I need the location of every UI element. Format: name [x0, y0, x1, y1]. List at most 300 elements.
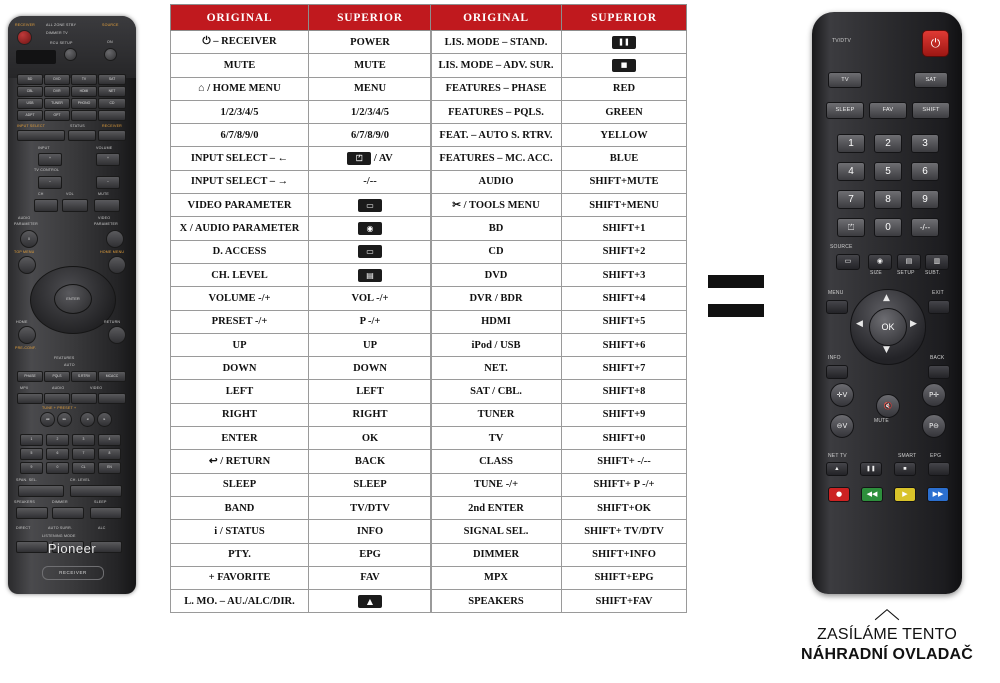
cell-original: BD	[431, 217, 562, 240]
cell-original: D. ACCESS	[171, 240, 309, 263]
top-menu-key[interactable]	[18, 256, 36, 274]
chevron-left-icon[interactable]: ◀	[856, 319, 863, 329]
cell-superior	[309, 590, 432, 613]
span-sel-key[interactable]	[18, 485, 64, 497]
feature-key-srtrv[interactable]: S.RTRV	[71, 371, 97, 382]
cell-superior: BACK	[309, 450, 432, 473]
source-key-tuner[interactable]: TUNER	[44, 98, 70, 109]
return-key[interactable]	[108, 326, 126, 344]
label-return: RETURN	[104, 320, 121, 324]
cell-superior: MUTE	[309, 54, 432, 77]
num-key-5[interactable]: 5	[20, 448, 43, 460]
cell-superior: SLEEP	[309, 473, 432, 496]
cell-original: 1/2/3/4/5	[171, 100, 309, 123]
table-row	[171, 287, 432, 310]
chevron-up-icon: ︿	[873, 595, 900, 625]
stop-icon: ■	[612, 59, 636, 72]
cell-superior	[309, 240, 432, 263]
code-table-left-wrap	[170, 4, 432, 613]
table-row	[431, 263, 687, 286]
num-key-0[interactable]: 0	[46, 462, 69, 474]
cell-superior: UP	[309, 333, 432, 356]
status-key[interactable]	[68, 130, 96, 141]
cell-original: FEATURES – MC. ACC.	[431, 147, 562, 170]
cell-original: SIGNAL SEL.	[431, 520, 562, 543]
table-row	[171, 310, 432, 333]
cell-original: DVD	[431, 263, 562, 286]
smart-label: SMART	[898, 453, 917, 459]
cell-original: FEATURES – PHASE	[431, 77, 562, 100]
cell-superior: SHIFT+EPG	[562, 566, 687, 589]
epg-label: EPG	[930, 453, 942, 459]
num-key-2[interactable]: 2	[46, 434, 69, 446]
fav-button[interactable]: FAV	[869, 102, 907, 119]
cell-original: TV	[431, 427, 562, 450]
tv-button[interactable]: TV	[828, 72, 862, 88]
input-up-key[interactable]: +	[38, 153, 62, 166]
cell-original: TUNER	[431, 403, 562, 426]
label-speakers: SPEAKERS	[14, 500, 35, 504]
caption-block	[780, 595, 994, 664]
caption-line-2: NÁHRADNÍ OVLADAČ	[800, 646, 974, 663]
info-label: INFO	[828, 355, 841, 361]
power-button[interactable]	[17, 30, 32, 45]
num-button-8[interactable]: 8	[874, 190, 902, 209]
cell-original: FEAT. – AUTO S. RTRV.	[431, 124, 562, 147]
play-icon[interactable]: ▶	[894, 487, 916, 502]
cell-superior: TV/DTV	[309, 496, 432, 519]
label-audio: AUDIO	[52, 386, 65, 390]
info-screen-icon: ◉	[358, 222, 382, 235]
cell-superior: SHIFT+3	[562, 263, 687, 286]
label-ch-level: CH. LEVEL	[70, 478, 91, 482]
source-key-usb[interactable]: USB	[17, 98, 43, 109]
label-volume: VOLUME	[96, 146, 113, 150]
net-tv-button[interactable]: ▲	[826, 462, 848, 476]
size-label: SIZE	[870, 270, 882, 276]
shift-button[interactable]: SHIFT	[912, 102, 950, 119]
table-row	[431, 124, 687, 147]
label-input: INPUT	[38, 146, 50, 150]
back-label: BACK	[930, 355, 945, 361]
cell-original: DVR / BDR	[431, 287, 562, 310]
cell-original: 6/7/8/9/0	[171, 124, 309, 147]
table-row	[171, 100, 432, 123]
label-video-parameter-2: PARAMETER	[94, 222, 118, 226]
menu-button[interactable]	[826, 300, 848, 314]
cell-superior: EPG	[309, 543, 432, 566]
brand-logo: Pioneer	[47, 541, 97, 556]
cell-original: X / AUDIO PARAMETER	[171, 217, 309, 240]
table-row	[171, 427, 432, 450]
table-row	[431, 310, 687, 333]
table-row	[171, 566, 432, 589]
cell-original: INPUT SELECT – →	[171, 170, 309, 193]
size-icon[interactable]: ◉	[868, 254, 892, 270]
volume-up-button[interactable]: ✛V	[830, 383, 854, 407]
cell-original: SAT / CBL.	[431, 380, 562, 403]
header-original: ORIGINAL	[431, 5, 562, 31]
num-button-0[interactable]: 0	[874, 218, 902, 237]
source-button[interactable]	[104, 48, 117, 61]
screen-icon: ▭	[358, 199, 382, 212]
cell-superior: YELLOW	[562, 124, 687, 147]
label-home-menu: HOME MENU	[100, 250, 125, 254]
rcu-setup-button[interactable]	[64, 48, 77, 61]
table-row	[171, 543, 432, 566]
header-superior: SUPERIOR	[309, 5, 432, 31]
cell-superior: SHIFT+6	[562, 333, 687, 356]
cell-superior: RIGHT	[309, 403, 432, 426]
num-button-6[interactable]: 6	[911, 162, 939, 181]
table-row	[431, 380, 687, 403]
code-table-left	[170, 4, 432, 613]
cell-original: LIS. MODE – ADV. SUR.	[431, 54, 562, 77]
num-key-6[interactable]: 6	[46, 448, 69, 460]
sleep-button[interactable]: SLEEP	[826, 102, 864, 119]
cell-original: ⌂ / HOME MENU	[171, 77, 309, 100]
ch-level-key[interactable]	[70, 485, 122, 497]
num-button-1[interactable]: 1	[837, 134, 865, 153]
table-row	[431, 217, 687, 240]
ok-button[interactable]: OK	[869, 308, 907, 346]
table-row	[431, 543, 687, 566]
source-key-option[interactable]: OPT	[44, 110, 70, 121]
power-icon[interactable]: ⏻	[922, 30, 949, 57]
table-row	[171, 147, 432, 170]
preset-minus[interactable]: ◂	[80, 412, 95, 427]
mpx-key[interactable]	[17, 393, 43, 404]
num-key-3[interactable]: 3	[72, 434, 95, 446]
cell-superior: P -/+	[309, 310, 432, 333]
chevron-up-icon[interactable]: ▲	[883, 293, 890, 303]
table-row	[431, 427, 687, 450]
cell-superior: SHIFT+ P -/+	[562, 473, 687, 496]
table-row	[171, 170, 432, 193]
cell-original: NET.	[431, 357, 562, 380]
cell-original: L. MO. – AU./ALC/DIR.	[171, 590, 309, 613]
cell-original: BAND	[171, 496, 309, 519]
table-row	[431, 147, 687, 170]
table-row	[171, 124, 432, 147]
cell-superior	[562, 31, 687, 54]
table-row	[431, 450, 687, 473]
pause-icon[interactable]: ❚❚	[860, 462, 882, 476]
preset-plus[interactable]: ▸	[97, 412, 112, 427]
tune-plus[interactable]: ▸▸	[57, 412, 72, 427]
cell-original: LEFT	[171, 380, 309, 403]
table-row	[431, 566, 687, 589]
cell-superior	[562, 54, 687, 77]
dimmer-key2[interactable]	[98, 393, 126, 404]
cell-original: ENTER	[171, 427, 309, 450]
table-row	[431, 31, 687, 54]
size-icon: ▭	[358, 245, 382, 258]
source-label: SOURCE	[830, 244, 853, 250]
cell-original: SLEEP	[171, 473, 309, 496]
code-table-right	[430, 4, 687, 613]
code-table-right-wrap	[430, 4, 687, 613]
source-key-dvr[interactable]: DVR	[44, 86, 70, 97]
smart-button[interactable]: ■	[894, 462, 916, 476]
num-key-7[interactable]: 7	[72, 448, 95, 460]
video-key[interactable]	[71, 393, 97, 404]
label-video-parameter: VIDEO	[98, 216, 111, 220]
cell-superior: SHIFT+5	[562, 310, 687, 333]
cell-original: MPX	[431, 566, 562, 589]
table-row	[171, 403, 432, 426]
num-key-enter[interactable]: EN	[98, 462, 121, 474]
exit-button[interactable]	[928, 300, 950, 314]
cell-original: RIGHT	[171, 403, 309, 426]
up-arrow-icon: ▲	[358, 595, 382, 608]
source-key-extra1[interactable]	[71, 110, 97, 121]
feature-key-phase[interactable]: PHASE	[17, 371, 43, 382]
table-row	[171, 54, 432, 77]
source-key-net[interactable]: NET	[98, 86, 126, 97]
label-input-select: INPUT SELECT	[17, 124, 46, 128]
table-row	[431, 473, 687, 496]
source-key-cbl[interactable]: CBL	[17, 86, 43, 97]
cell-original: SPEAKERS	[431, 590, 562, 613]
table-row	[171, 520, 432, 543]
cell-original: ⏻ – RECEIVER	[171, 31, 309, 54]
label-auto: AUTO	[64, 363, 75, 367]
label-rcu-setup: RCU SETUP	[50, 41, 73, 45]
label-audio-parameter-2: PARAMETER	[14, 222, 38, 226]
cell-original: MUTE	[171, 54, 309, 77]
input-down-key[interactable]: –	[38, 176, 62, 189]
cell-superior: 1/2/3/4/5	[309, 100, 432, 123]
cell-original: + FAVORITE	[171, 566, 309, 589]
vol-key[interactable]	[62, 199, 88, 212]
cell-original: FEATURES – PQLS.	[431, 100, 562, 123]
replacement-remote-superior	[812, 12, 962, 594]
mute-key[interactable]	[94, 199, 120, 212]
label-listening-mode: LISTENING MODE	[42, 534, 76, 538]
table-row	[431, 240, 687, 263]
table-row	[171, 450, 432, 473]
table-row	[171, 31, 432, 54]
table-row	[431, 590, 687, 613]
program-down-button[interactable]: P⊖	[922, 414, 946, 438]
table-body-left	[171, 31, 432, 613]
chevron-right-icon[interactable]: ▶	[910, 319, 917, 329]
num-key-8[interactable]: 8	[98, 448, 121, 460]
label-dimmer-tv: DIMMER TV	[46, 31, 68, 35]
cell-original: 2nd ENTER	[431, 496, 562, 519]
header-superior: SUPERIOR	[562, 5, 687, 31]
table-row	[171, 357, 432, 380]
ch-key[interactable]	[34, 199, 58, 212]
table-row	[431, 496, 687, 519]
table-row	[171, 194, 432, 217]
back-button[interactable]	[928, 365, 950, 379]
source-key-cd[interactable]: CD	[98, 98, 126, 109]
table-row	[171, 217, 432, 240]
num-key-1[interactable]: 1	[20, 434, 43, 446]
rewind-icon[interactable]: ◀◀	[861, 487, 883, 502]
num-button-9[interactable]: 9	[911, 190, 939, 209]
net-tv-label: NET TV	[828, 453, 847, 459]
dimmer-key[interactable]	[52, 507, 84, 519]
home-menu-key[interactable]	[108, 256, 126, 274]
cell-original: CD	[431, 240, 562, 263]
program-up-button[interactable]: P✛	[922, 383, 946, 407]
num-button-7[interactable]: 7	[837, 190, 865, 209]
table-header-row	[171, 5, 432, 31]
volume-down-button[interactable]: ⊖V	[830, 414, 854, 438]
subtitle-icon[interactable]: ▥	[925, 254, 949, 270]
cell-original: UP	[171, 333, 309, 356]
source-key-bd[interactable]: BD	[17, 74, 43, 85]
label-direct: DIRECT	[16, 526, 31, 530]
label-ch: CH	[38, 192, 44, 196]
screen-icon[interactable]: ▭	[836, 254, 860, 270]
table-row	[431, 194, 687, 217]
menu-label: MENU	[828, 290, 844, 296]
av-input-icon[interactable]: ⏍	[837, 218, 865, 237]
cell-superior: SHIFT+8	[562, 380, 687, 403]
table-row	[171, 380, 432, 403]
num-button-2[interactable]: 2	[874, 134, 902, 153]
cell-superior: SHIFT+OK	[562, 496, 687, 519]
label-home: HOME	[16, 320, 28, 324]
cell-original: ✂ / TOOLS MENU	[431, 194, 562, 217]
volume-up-key[interactable]: +	[96, 153, 120, 166]
cell-original: VOLUME -/+	[171, 287, 309, 310]
cell-original: AUDIO	[431, 170, 562, 193]
equals-bar-top	[708, 275, 764, 288]
label-span-sel: SPAN. SEL.	[16, 478, 38, 482]
cell-superior: OK	[309, 427, 432, 450]
equals-bar-bottom	[708, 304, 764, 317]
table-header-row	[431, 5, 687, 31]
cell-superior: BLUE	[562, 147, 687, 170]
table-row	[431, 520, 687, 543]
cell-original: VIDEO PARAMETER	[171, 194, 309, 217]
source-key-sat[interactable]: SAT	[98, 74, 126, 85]
video-parameter-key[interactable]	[106, 230, 124, 248]
cell-superior: 6/7/8/9/0	[309, 124, 432, 147]
num-button-3[interactable]: 3	[911, 134, 939, 153]
table-row	[431, 357, 687, 380]
receiver-key[interactable]	[98, 130, 126, 141]
cell-original: LIS. MODE – STAND.	[431, 31, 562, 54]
table-row	[171, 333, 432, 356]
num-key-4[interactable]: 4	[98, 434, 121, 446]
source-key-phono[interactable]: PHONO	[71, 98, 97, 109]
label-status: STATUS	[70, 124, 85, 128]
label-mute: MUTE	[98, 192, 109, 196]
sleep-key[interactable]	[90, 507, 122, 519]
num-key-9[interactable]: 9	[20, 462, 43, 474]
table-row	[171, 590, 432, 613]
table-row	[171, 496, 432, 519]
tune-minus[interactable]: ◂◂	[40, 412, 55, 427]
feature-key-pqls[interactable]: PQLS	[44, 371, 70, 382]
cell-superior: SHIFT+INFO	[562, 543, 687, 566]
volume-down-key[interactable]: –	[96, 176, 120, 189]
minus-slash-button[interactable]: -/--	[911, 218, 939, 237]
cell-superior: SHIFT+1	[562, 217, 687, 240]
chevron-down-icon[interactable]: ▼	[883, 345, 890, 355]
av-icon: ⏍	[347, 152, 371, 165]
source-key-hdmi[interactable]: HDMI	[71, 86, 97, 97]
source-key-adpt[interactable]: ADPT	[17, 110, 43, 121]
num-button-5[interactable]: 5	[874, 162, 902, 181]
table-row	[431, 54, 687, 77]
enter-button[interactable]: ENTER	[54, 284, 92, 314]
audio-parameter-key[interactable]: X	[20, 230, 38, 248]
label-dimmer2: DIMMER	[52, 500, 68, 504]
header-original: ORIGINAL	[171, 5, 309, 31]
num-key-class[interactable]: CL	[72, 462, 95, 474]
cell-superior: SHIFT+4	[562, 287, 687, 310]
table-row	[431, 170, 687, 193]
cell-original: DOWN	[171, 357, 309, 380]
original-remote-pioneer	[8, 16, 136, 594]
cell-superior: SHIFT+2	[562, 240, 687, 263]
epg-button[interactable]	[928, 462, 950, 476]
label-video: VIDEO	[90, 386, 103, 390]
exit-label: EXIT	[932, 290, 944, 296]
feature-key-mcacc[interactable]: MCACC	[98, 371, 126, 382]
cell-original: DIMMER	[431, 543, 562, 566]
cell-original: ↩ / RETURN	[171, 450, 309, 473]
table-row	[171, 77, 432, 100]
input-select-bar[interactable]	[17, 130, 65, 141]
home-key[interactable]	[18, 326, 36, 344]
cell-original: i / STATUS	[171, 520, 309, 543]
label-sleep: SLEEP	[94, 500, 107, 504]
display-window	[16, 50, 56, 64]
info-button[interactable]	[826, 365, 848, 379]
caption-line-1: ZASÍLÁME TENTO	[816, 626, 958, 643]
label-mpx: MPX	[20, 386, 29, 390]
cell-original: iPod / USB	[431, 333, 562, 356]
mute-label: MUTE	[874, 418, 889, 424]
cell-original: INPUT SELECT – ←	[171, 147, 309, 170]
cell-superior: INFO	[309, 520, 432, 543]
tv-dtv-label: TV/DTV	[832, 38, 851, 44]
record-icon[interactable]: ●	[828, 487, 850, 502]
mute-icon[interactable]: 🔇	[876, 394, 900, 418]
cell-superior: POWER	[309, 31, 432, 54]
cell-superior: FAV	[309, 566, 432, 589]
source-key-dvd[interactable]: DVD	[44, 74, 70, 85]
cell-superior	[309, 263, 432, 286]
setup-icon: ▤	[358, 269, 382, 282]
table-row	[171, 263, 432, 286]
source-key-extra2[interactable]	[98, 110, 126, 121]
source-key-tv[interactable]: TV	[71, 74, 97, 85]
sat-button[interactable]: SAT	[914, 72, 948, 88]
forward-icon[interactable]: ▶▶	[927, 487, 949, 502]
setup-label: SETUP	[897, 270, 915, 276]
audio-key[interactable]	[44, 393, 70, 404]
cell-superior: SHIFT+9	[562, 403, 687, 426]
speakers-key[interactable]	[16, 507, 48, 519]
label-all-zone-stby: ALL ZONE STBY	[46, 23, 77, 27]
mode-badge: RECEIVER	[42, 566, 104, 580]
cell-original: CH. LEVEL	[171, 263, 309, 286]
table-row	[171, 473, 432, 496]
cell-superior: SHIFT+0	[562, 427, 687, 450]
num-button-4[interactable]: 4	[837, 162, 865, 181]
setup-icon[interactable]: ▤	[897, 254, 921, 270]
table-row	[171, 240, 432, 263]
